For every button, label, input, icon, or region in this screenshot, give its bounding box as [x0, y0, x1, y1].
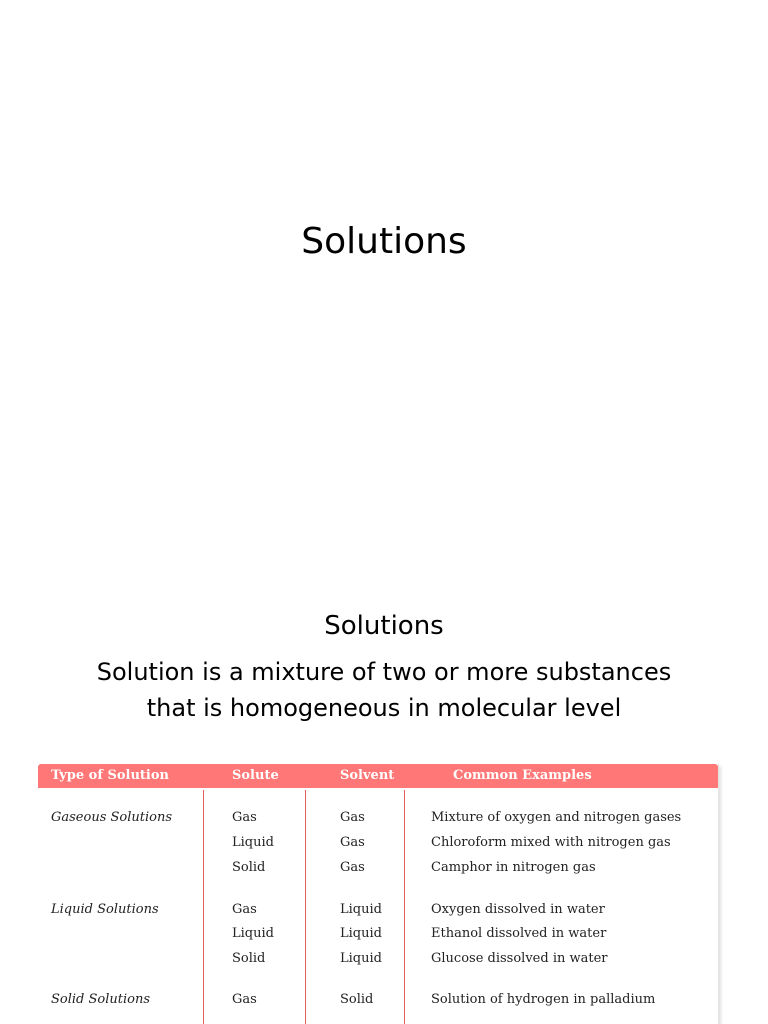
type-liquid: Liquid Solutions — [51, 902, 159, 917]
table-cell: Gas — [232, 992, 257, 1007]
table-cell: Gas — [340, 810, 365, 825]
table-cell: Mixture of oxygen and nitrogen gases — [431, 810, 682, 825]
table-cell: Oxygen dissolved in water — [431, 902, 605, 917]
body-line-2: that is homogeneous in molecular level — [146, 694, 622, 722]
column-divider — [404, 790, 405, 1024]
table-cell: Gas — [232, 902, 257, 917]
slide-1-title: Solutions — [301, 221, 467, 262]
table-cell: Gas — [232, 810, 257, 825]
table-cell: Liquid — [340, 902, 382, 917]
table-header — [38, 764, 718, 788]
table-cell: Solid — [340, 992, 374, 1007]
table-cell: Glucose dissolved in water — [431, 951, 608, 966]
header-solvent: Solvent — [340, 768, 395, 783]
table-cell: Liquid — [232, 835, 274, 850]
table-cell: Solution of hydrogen in palladium — [431, 992, 656, 1007]
header-solute: Solute — [232, 768, 279, 783]
slide-2-title: Solutions — [324, 611, 444, 641]
table-cell: Solid — [232, 951, 266, 966]
type-gaseous: Gaseous Solutions — [51, 810, 173, 825]
table-cell: Liquid — [232, 926, 274, 941]
column-divider — [305, 790, 306, 1024]
slide-2-body — [0, 654, 768, 726]
table-cell: Liquid — [340, 926, 382, 941]
table-cell: Liquid — [340, 951, 382, 966]
column-divider — [203, 790, 204, 1024]
header-examples: Common Examples — [453, 768, 592, 783]
table-cell: Gas — [340, 860, 365, 875]
body-line-1: Solution is a mixture of two or more substances — [96, 658, 672, 686]
header-type: Type of Solution — [51, 768, 169, 783]
table-cell: Gas — [340, 835, 365, 850]
table-cell: Chloroform mixed with nitrogen gas — [431, 835, 671, 850]
type-solid: Solid Solutions — [51, 992, 151, 1007]
table-cell: Solid — [232, 860, 266, 875]
solutions-table — [38, 764, 719, 1024]
table-cell: Ethanol dissolved in water — [431, 926, 607, 941]
table-cell: Camphor in nitrogen gas — [431, 860, 596, 875]
